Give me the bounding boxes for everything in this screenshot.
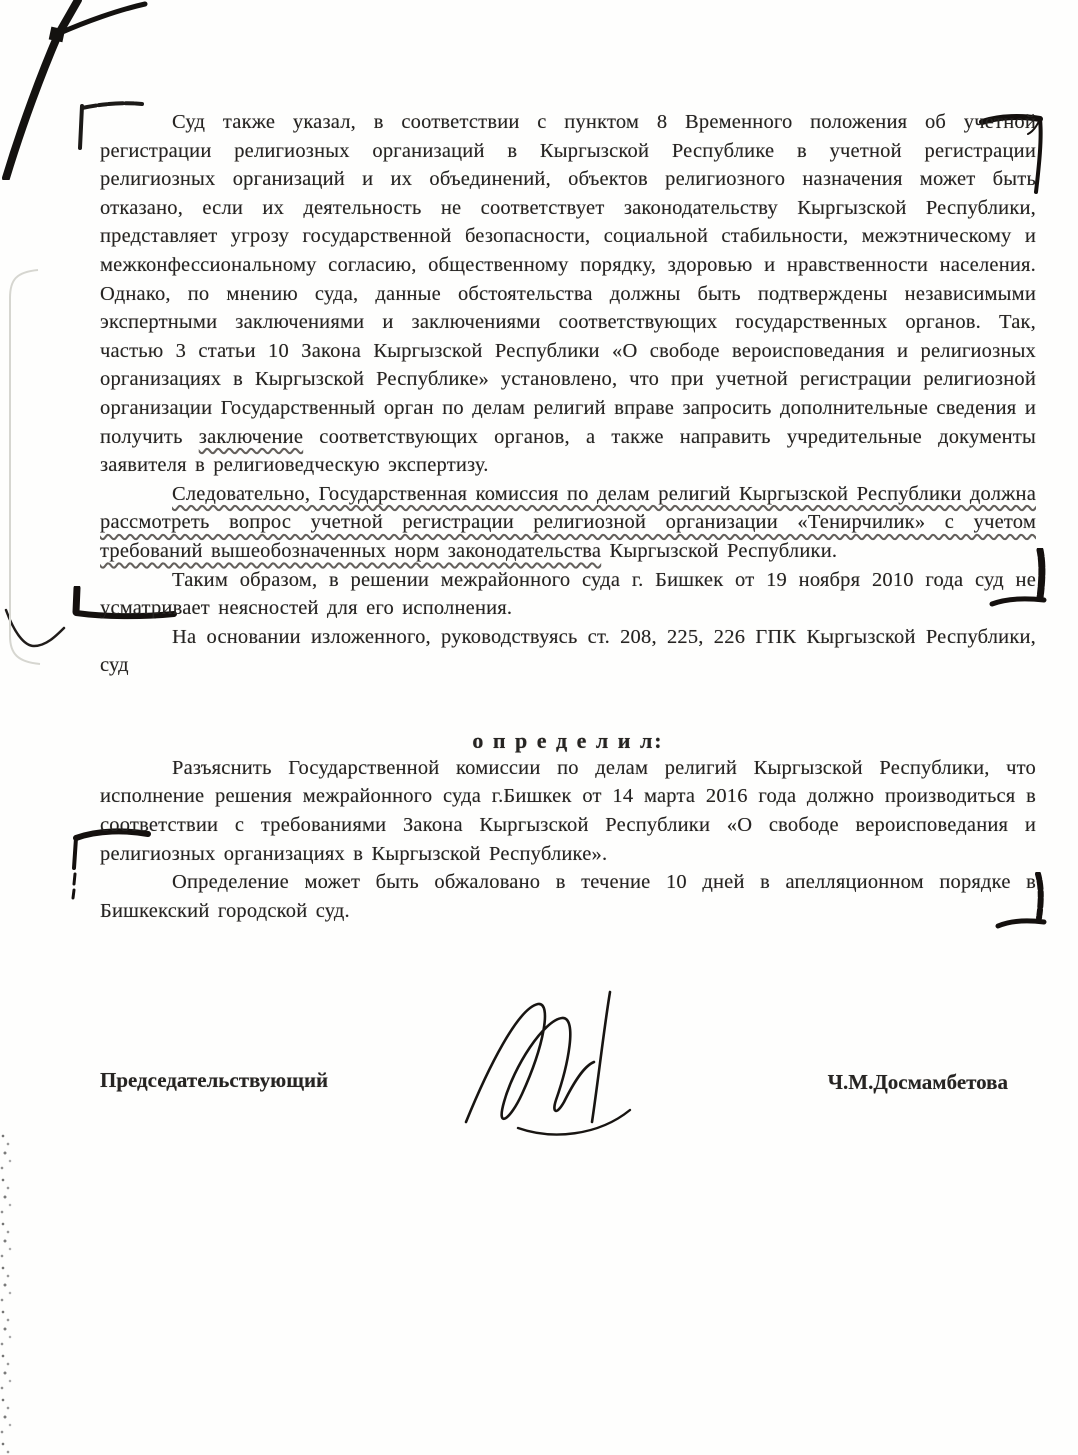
ruling-heading: о п р е д е л и л: bbox=[472, 727, 664, 753]
para1-text-before: Суд также указал, в соответствии с пунктом 8 Временного положения об учетной регистрации религиозных организаций в Кыргызской Республике в учетной регистрации религиозных организаций и их объединений, объектов религиозного назначения может быть отказано, если их деятельность не соответствует законодательству Кыргызской Республики, представляет угрозу государственной безопасности, социальной стабильности, межэтническому и межконфессиональному согласию, общественному порядку, здоровью и нравственности населения. Однако, по мнению суда, данные обстоятельства должны быть подтверждены независимыми экспертными заключениями и заключениями соответствующих государственных органов. Так, частью 3 статьи 10 Закона Кыргызской Республики «О свободе вероисповедания и религиозных организациях в Кыргызской Республике» установлено, что при учетной регистрации религиозной организации Государственный орган по делам религий вправе запросить дополнительные сведения и получить bbox=[100, 111, 1036, 448]
paragraph-legal-basis: На основании изложенного, руководствуясь ст. 208, 225, 226 ГПК Кыргызской Республики, суд bbox=[100, 625, 1036, 677]
presiding-judge-label: Председательствующий bbox=[100, 1068, 329, 1092]
paragraph-court-reasoning bbox=[100, 108, 1036, 480]
paragraph-no-ambiguity: Таким образом, в решении межрайонного суда г. Бишкек от 19 ноября 2010 года суд не усматривает неясностей для его исполнения. bbox=[100, 568, 1036, 620]
para2-text-after: Кыргызской Республики. bbox=[601, 539, 838, 562]
check-mark-left-icon bbox=[0, 602, 70, 658]
scanner-edge-band bbox=[4, 268, 44, 668]
document-body bbox=[100, 108, 1036, 925]
judge-name: Ч.М.Досмамбетова bbox=[827, 1070, 1008, 1094]
para1-text-after: соответствующих органов, а также направить учредительные документы заявителя в религиоведческую экспертизу. bbox=[100, 425, 1036, 477]
para1-underlined-word: заключение bbox=[198, 425, 304, 448]
paragraph-commission-duty bbox=[100, 480, 1036, 566]
para2-underlined-text: Следовательно, Государственная комиссия по делам религий Кыргызской Республики должна рассмотреть вопрос учетной регистрации религиозной организации «Тенирчилик» с учетом требований вышеобозначенных норм законодательства bbox=[100, 482, 1036, 562]
paragraph-appeal-notice: Определение может быть обжаловано в течение 10 дней в апелляционном порядке в Бишкекский городской суд. bbox=[100, 871, 1036, 922]
scan-noise-strip bbox=[0, 1130, 14, 1455]
signature-block bbox=[100, 1052, 1036, 1095]
paragraph-ruling-clarification: Разъяснить Государственной комиссии по делам религий Кыргызской Республики, что исполнение решения межрайонного суда г.Бишкек от 14 марта 2016 года должно производиться в соответствии с требованиями Закона Кыргызской Республики «О свободе вероисповедания и религиозных организациях в Кыргызской Республике». bbox=[100, 756, 1036, 865]
